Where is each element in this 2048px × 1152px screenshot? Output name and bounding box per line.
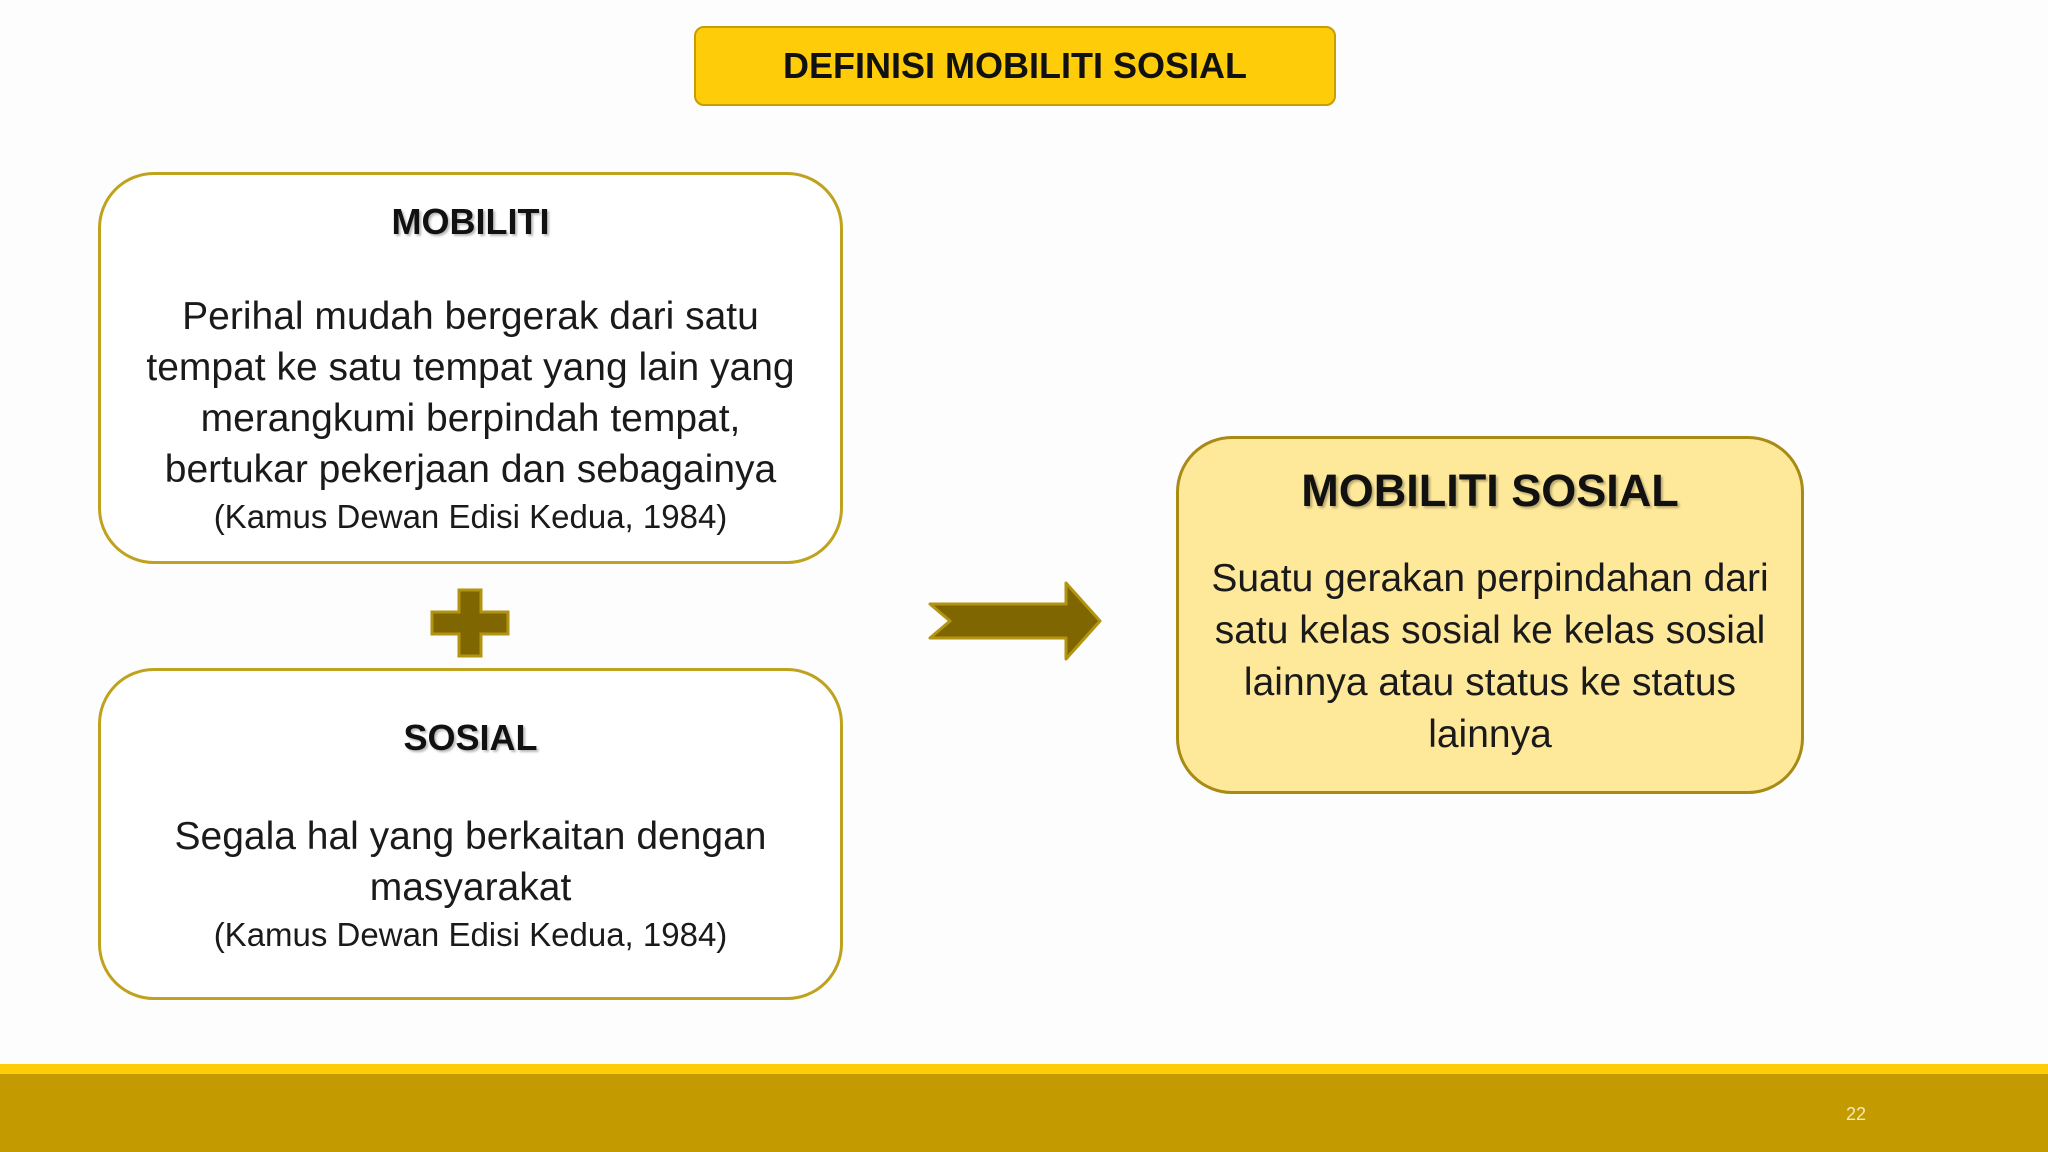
sosial-heading: SOSIAL [403, 717, 538, 758]
plus-icon [430, 588, 510, 658]
slide-title [694, 26, 1336, 106]
sosial-definition: Segala hal yang berkaitan dengan masyarakat [174, 815, 767, 909]
page-number: 22 [1845, 1104, 1867, 1124]
footer-stripe [0, 1064, 2048, 1074]
mobiliti-card [98, 172, 843, 564]
mobiliti-sosial-card [1176, 436, 1804, 794]
mobiliti-heading: MOBILITI [391, 201, 550, 242]
mobiliti-sosial-heading: MOBILITI SOSIAL [1301, 465, 1679, 516]
mobiliti-definition: Perihal mudah bergerak dari satu tempat ke satu tempat yang lain yang merangkumi berpindah tempat, bertukar pekerjaan dan sebagainya [146, 295, 795, 491]
slide-title-text: DEFINISI MOBILITI SOSIAL [782, 45, 1247, 86]
mobiliti-sosial-definition: Suatu gerakan perpindahan dari satu kelas sosial ke kelas sosial lainnya atau status ke status lainnya [1211, 557, 1769, 756]
arrow-right-icon [928, 580, 1102, 662]
mobiliti-citation: (Kamus Dewan Edisi Kedua, 1984) [213, 498, 728, 535]
footer-bar [0, 1074, 2048, 1152]
sosial-citation: (Kamus Dewan Edisi Kedua, 1984) [213, 916, 728, 953]
sosial-card [98, 668, 843, 1000]
